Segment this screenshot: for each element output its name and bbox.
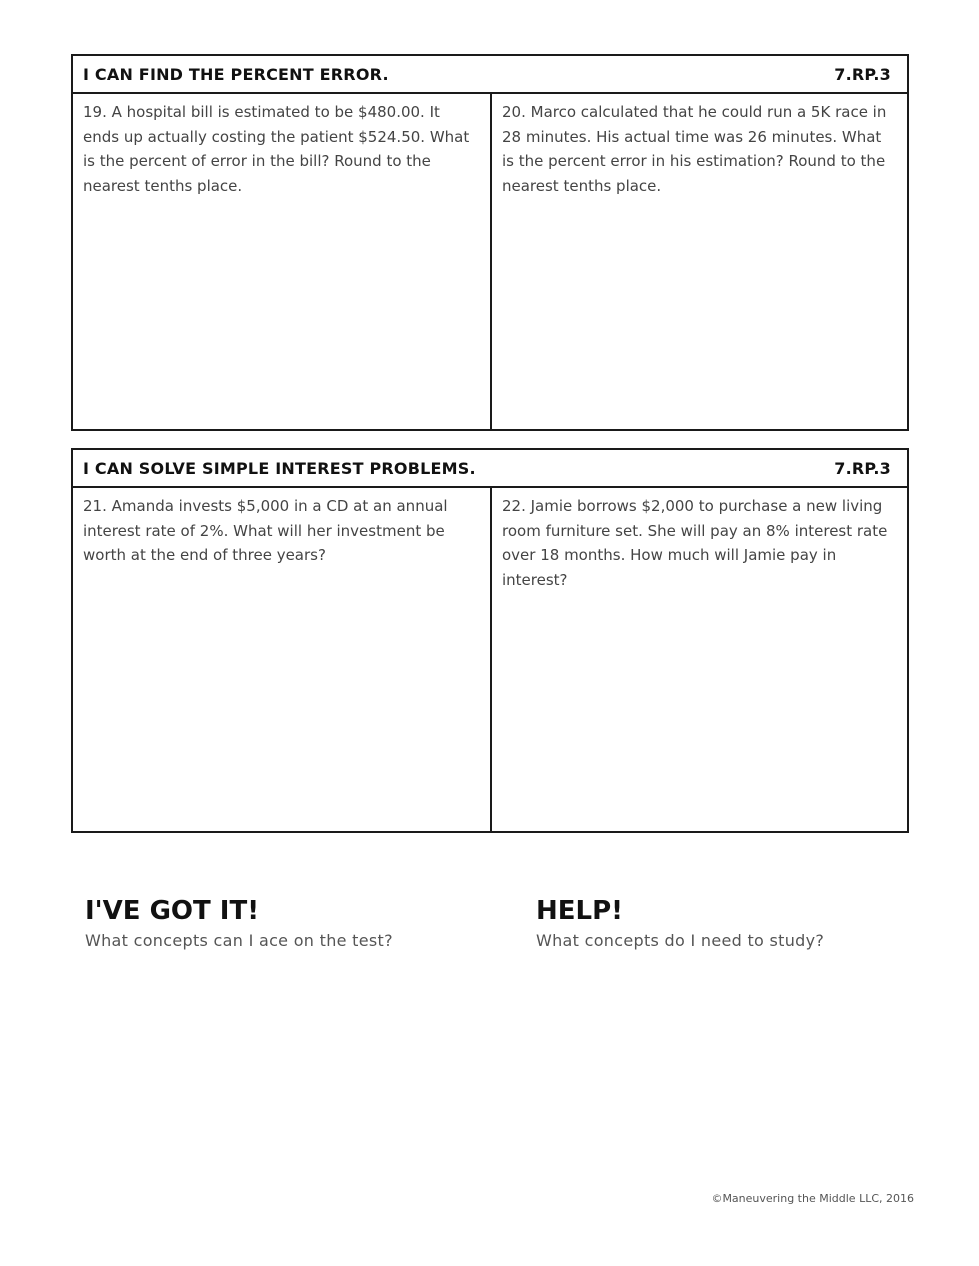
section-header <box>73 56 907 94</box>
question-box-20[interactable] <box>490 94 907 429</box>
question-row <box>73 94 907 429</box>
got-it-block <box>85 895 485 950</box>
got-it-title: I'VE GOT IT! <box>85 896 260 926</box>
question-text-19: 19. A hospital bill is estimated to be $480.00. It ends up actually costing the patient $524.50. What is the percent of error in the bill? Round to the nearest tenths place. <box>83 103 470 195</box>
section-title: I CAN FIND THE PERCENT ERROR. <box>83 64 389 84</box>
question-row <box>73 488 907 831</box>
question-box-22[interactable] <box>490 488 907 831</box>
percent-error-section <box>71 54 909 431</box>
question-box-19[interactable] <box>73 94 490 429</box>
help-title: HELP! <box>536 896 624 926</box>
simple-interest-section <box>71 448 909 833</box>
section-header <box>73 450 907 488</box>
help-block <box>536 895 916 950</box>
question-text-22: 22. Jamie borrows $2,000 to purchase a new living room furniture set. She will pay an 8% interest rate over 18 months. How much will Jamie pay in interest? <box>502 497 888 589</box>
standard-label: 7.RP.3 <box>834 458 891 478</box>
question-text-21: 21. Amanda invests $5,000 in a CD at an annual interest rate of 2%. What will her investment be worth at the end of three years? <box>83 497 448 564</box>
question-box-21[interactable] <box>73 488 490 831</box>
section-title: I CAN SOLVE SIMPLE INTEREST PROBLEMS. <box>83 458 476 478</box>
standard-label: 7.RP.3 <box>834 64 891 84</box>
question-text-20: 20. Marco calculated that he could run a 5K race in 28 minutes. His actual time was 26 minutes. What is the percent error in his estimation? Round to the nearest tenths place. <box>502 103 887 195</box>
got-it-subtitle: What concepts can I ace on the test? <box>85 931 393 950</box>
copyright-notice: ©Maneuvering the Middle LLC, 2016 <box>711 1192 914 1205</box>
help-subtitle: What concepts do I need to study? <box>536 931 825 950</box>
